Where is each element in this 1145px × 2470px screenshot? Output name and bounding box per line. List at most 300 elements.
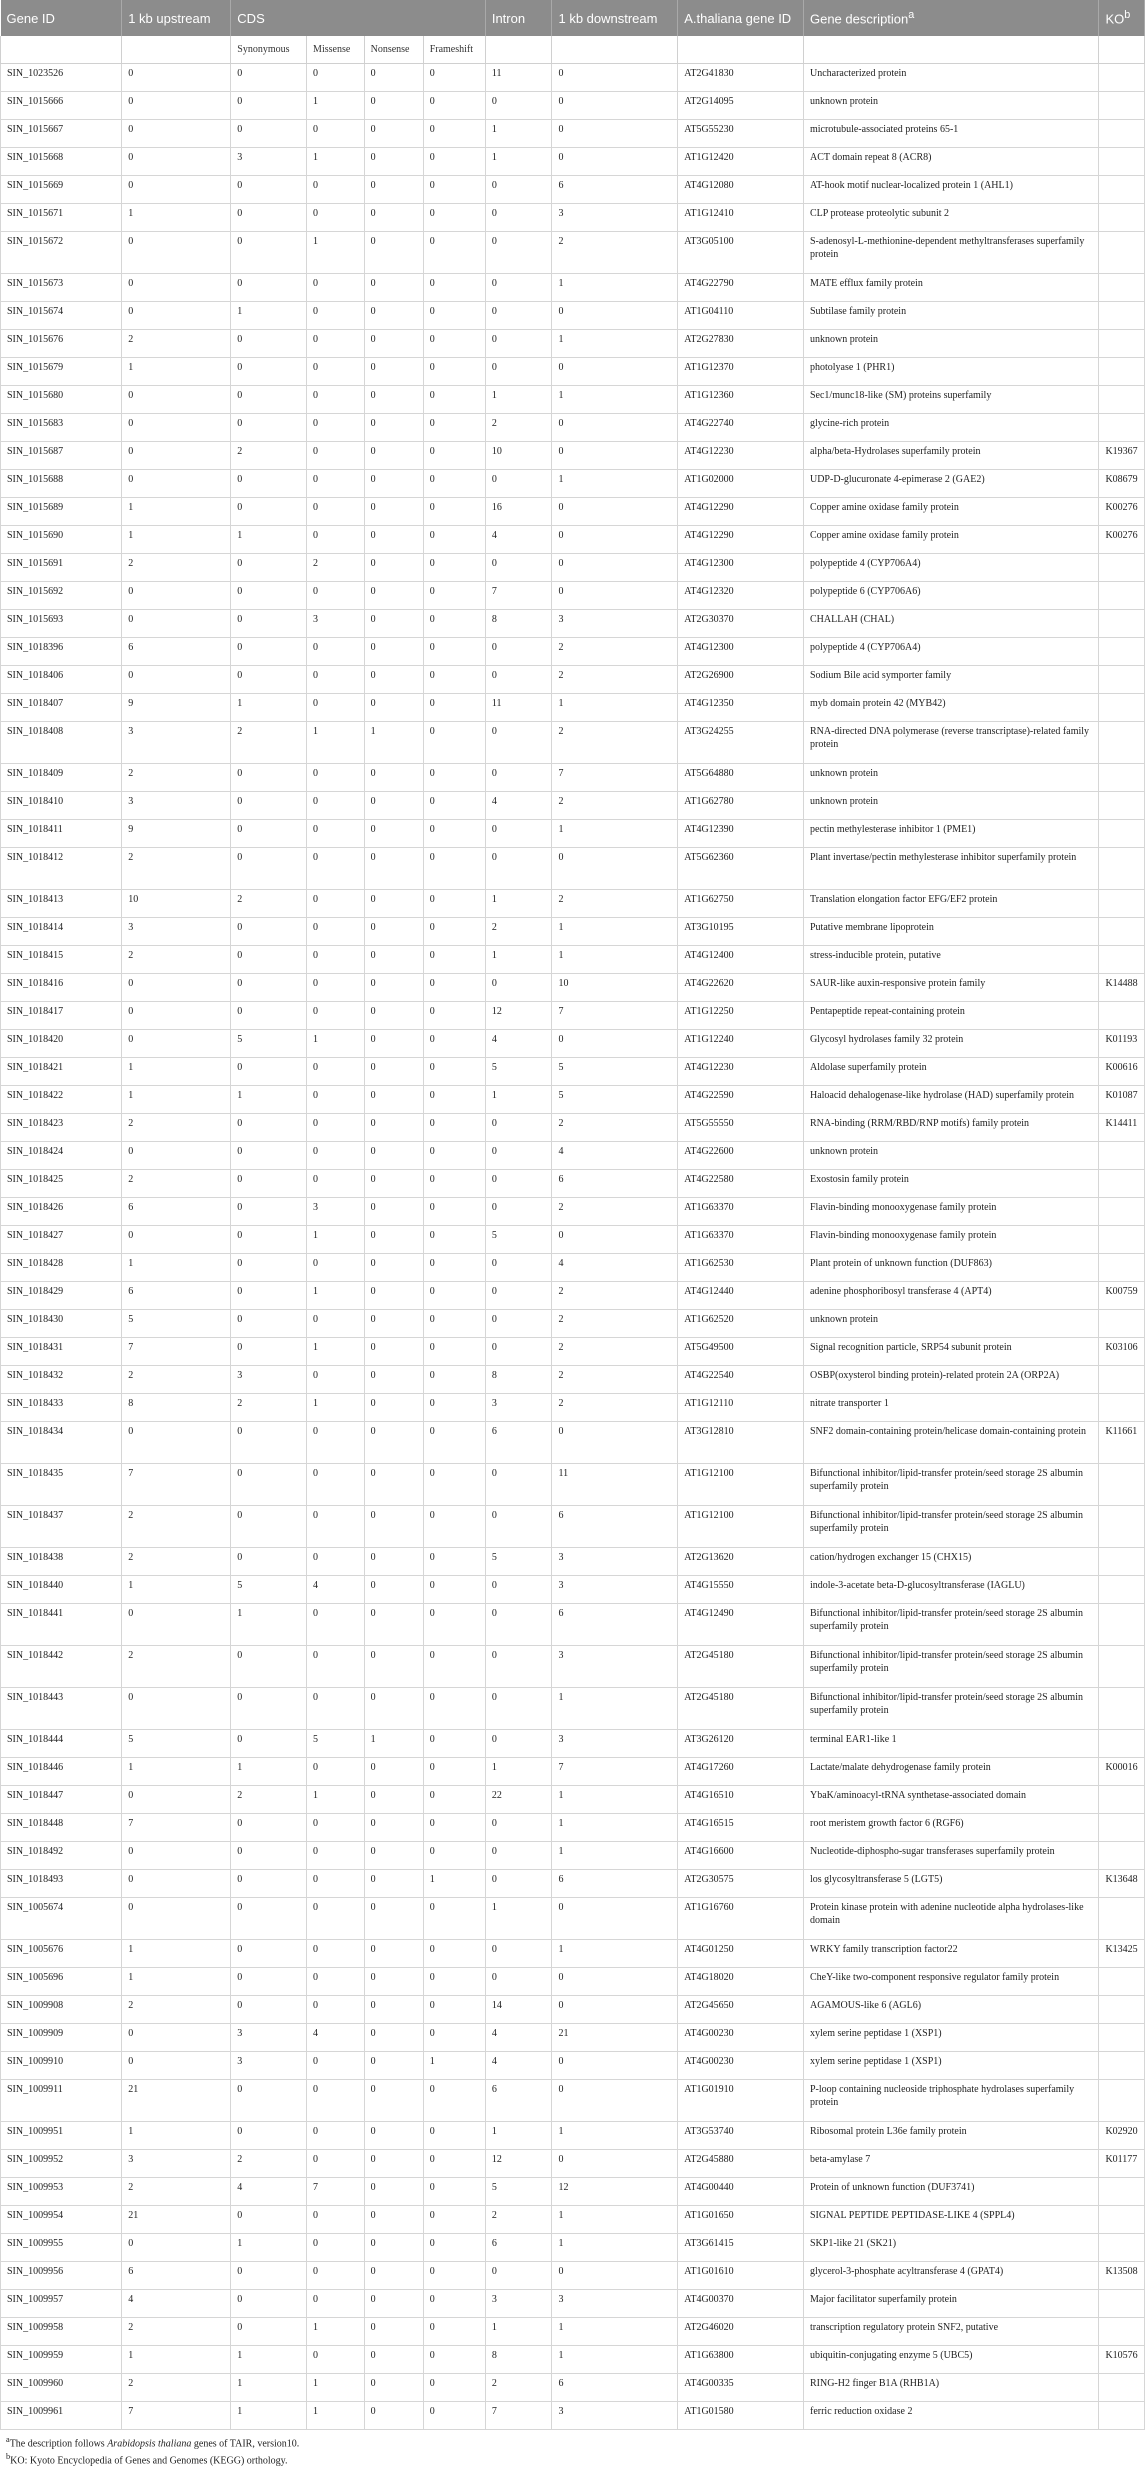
- cell-description: photolyase 1 (PHR1): [803, 358, 1098, 386]
- cell-frameshift: 0: [423, 2178, 485, 2206]
- cell-gene-id: SIN_1015683: [1, 414, 122, 442]
- cell-synonymous: 0: [231, 848, 307, 890]
- cell-ko: [1099, 1170, 1145, 1198]
- cell-ko: [1099, 820, 1145, 848]
- cell-synonymous: 0: [231, 2262, 307, 2290]
- cell-ko: [1099, 1506, 1145, 1548]
- cell-ko: [1099, 946, 1145, 974]
- cell-downstream: 0: [552, 442, 678, 470]
- cell-intron: 0: [485, 820, 552, 848]
- cell-downstream: 4: [552, 1142, 678, 1170]
- cell-synonymous: 0: [231, 1002, 307, 1030]
- cell-upstream: 2: [122, 946, 231, 974]
- cell-upstream: 0: [122, 64, 231, 92]
- cell-missense: 0: [307, 974, 365, 1002]
- cell-downstream: 0: [552, 414, 678, 442]
- cell-description: Bifunctional inhibitor/lipid-transfer protein/seed storage 2S albumin superfamily protein: [803, 1506, 1098, 1548]
- cell-description: Plant invertase/pectin methylesterase inhibitor superfamily protein: [803, 848, 1098, 890]
- cell-intron: 0: [485, 764, 552, 792]
- cell-intron: 6: [485, 2080, 552, 2122]
- cell-intron: 1: [485, 1898, 552, 1940]
- cell-missense: 4: [307, 2024, 365, 2052]
- cell-upstream: 0: [122, 176, 231, 204]
- cell-downstream: 1: [552, 2318, 678, 2346]
- cell-synonymous: 4: [231, 2178, 307, 2206]
- cell-description: Subtilase family protein: [803, 302, 1098, 330]
- cell-description: root meristem growth factor 6 (RGF6): [803, 1814, 1098, 1842]
- cell-intron: 0: [485, 1198, 552, 1226]
- cell-nonsense: 0: [364, 820, 423, 848]
- table-row: [1, 2290, 1145, 2318]
- cell-intron: 0: [485, 1646, 552, 1688]
- cell-intron: 4: [485, 526, 552, 554]
- cell-downstream: 6: [552, 176, 678, 204]
- cell-intron: 0: [485, 92, 552, 120]
- cell-description: Glycosyl hydrolases family 32 protein: [803, 1030, 1098, 1058]
- cell-upstream: 2: [122, 1506, 231, 1548]
- cell-missense: 0: [307, 1646, 365, 1688]
- cell-upstream: 0: [122, 120, 231, 148]
- cell-downstream: 0: [552, 64, 678, 92]
- table-row: [1, 2206, 1145, 2234]
- cell-athaliana-id: AT2G45650: [678, 1996, 804, 2024]
- cell-synonymous: 2: [231, 2150, 307, 2178]
- cell-missense: 1: [307, 1786, 365, 1814]
- cell-gene-id: SIN_1018425: [1, 1170, 122, 1198]
- cell-frameshift: 0: [423, 386, 485, 414]
- cell-frameshift: 0: [423, 610, 485, 638]
- table-row: [1, 1968, 1145, 1996]
- cell-nonsense: 0: [364, 1226, 423, 1254]
- table-row: [1, 148, 1145, 176]
- cell-upstream: 0: [122, 1604, 231, 1646]
- cell-description: SNF2 domain-containing protein/helicase domain-containing protein: [803, 1422, 1098, 1464]
- cell-description: los glycosyltransferase 5 (LGT5): [803, 1870, 1098, 1898]
- cell-frameshift: 0: [423, 2234, 485, 2262]
- cell-nonsense: 0: [364, 232, 423, 274]
- cell-synonymous: 5: [231, 1030, 307, 1058]
- cell-downstream: 0: [552, 358, 678, 386]
- cell-missense: 0: [307, 1464, 365, 1506]
- cell-nonsense: 0: [364, 2402, 423, 2430]
- cell-ko: K00276: [1099, 526, 1145, 554]
- cell-gene-id: SIN_1009957: [1, 2290, 122, 2318]
- cell-ko: [1099, 176, 1145, 204]
- cell-description: Signal recognition particle, SRP54 subunit protein: [803, 1338, 1098, 1366]
- cell-downstream: 0: [552, 92, 678, 120]
- cell-intron: 0: [485, 1464, 552, 1506]
- cell-upstream: 3: [122, 918, 231, 946]
- cell-gene-id: SIN_1018443: [1, 1688, 122, 1730]
- cell-description: beta-amylase 7: [803, 2150, 1098, 2178]
- cell-athaliana-id: AT4G12320: [678, 582, 804, 610]
- sub-empty: [552, 36, 678, 64]
- cell-downstream: 1: [552, 1842, 678, 1870]
- cell-upstream: 2: [122, 330, 231, 358]
- cell-nonsense: 0: [364, 1688, 423, 1730]
- cell-downstream: 3: [552, 1548, 678, 1576]
- cell-nonsense: 0: [364, 330, 423, 358]
- cell-nonsense: 0: [364, 274, 423, 302]
- cell-ko: [1099, 1996, 1145, 2024]
- table-row: [1, 442, 1145, 470]
- cell-description: UDP-D-glucuronate 4-epimerase 2 (GAE2): [803, 470, 1098, 498]
- cell-gene-id: SIN_1015691: [1, 554, 122, 582]
- cell-description: polypeptide 6 (CYP706A6): [803, 582, 1098, 610]
- cell-ko: [1099, 1226, 1145, 1254]
- cell-athaliana-id: AT1G04110: [678, 302, 804, 330]
- cell-gene-id: SIN_1018422: [1, 1086, 122, 1114]
- cell-athaliana-id: AT4G12080: [678, 176, 804, 204]
- sub-frameshift: Frameshift: [423, 36, 485, 64]
- cell-description: Aldolase superfamily protein: [803, 1058, 1098, 1086]
- sub-empty: [1099, 36, 1145, 64]
- cell-synonymous: 0: [231, 610, 307, 638]
- cell-frameshift: 0: [423, 2402, 485, 2430]
- cell-frameshift: 0: [423, 974, 485, 1002]
- cell-frameshift: 0: [423, 1940, 485, 1968]
- cell-missense: 0: [307, 1310, 365, 1338]
- cell-upstream: 21: [122, 2206, 231, 2234]
- cell-downstream: 2: [552, 232, 678, 274]
- cell-gene-id: SIN_1009954: [1, 2206, 122, 2234]
- cell-nonsense: 0: [364, 1142, 423, 1170]
- cell-synonymous: 1: [231, 2402, 307, 2430]
- cell-intron: 6: [485, 2234, 552, 2262]
- cell-gene-id: SIN_1015674: [1, 302, 122, 330]
- cell-upstream: 1: [122, 526, 231, 554]
- cell-synonymous: 0: [231, 1968, 307, 1996]
- cell-upstream: 0: [122, 2024, 231, 2052]
- cell-missense: 0: [307, 764, 365, 792]
- table-row: [1, 330, 1145, 358]
- footnote-a-species: Arabidopsis thaliana: [107, 2438, 192, 2450]
- cell-missense: 0: [307, 1898, 365, 1940]
- cell-downstream: 0: [552, 2262, 678, 2290]
- cell-ko: K14411: [1099, 1114, 1145, 1142]
- cell-missense: 0: [307, 1506, 365, 1548]
- cell-athaliana-id: AT4G18020: [678, 1968, 804, 1996]
- table-row: [1, 1506, 1145, 1548]
- cell-upstream: 0: [122, 274, 231, 302]
- cell-athaliana-id: AT5G62360: [678, 848, 804, 890]
- cell-missense: 0: [307, 1870, 365, 1898]
- sub-empty: [678, 36, 804, 64]
- table-row: [1, 946, 1145, 974]
- cell-athaliana-id: AT4G12400: [678, 946, 804, 974]
- table-row: [1, 2024, 1145, 2052]
- cell-missense: 0: [307, 638, 365, 666]
- cell-ko: K01177: [1099, 2150, 1145, 2178]
- cell-synonymous: 0: [231, 1114, 307, 1142]
- col-gene-id: Gene ID: [1, 0, 122, 36]
- cell-frameshift: 0: [423, 1310, 485, 1338]
- table-row: [1, 1394, 1145, 1422]
- cell-ko: [1099, 1548, 1145, 1576]
- cell-missense: 0: [307, 2234, 365, 2262]
- sub-empty: [122, 36, 231, 64]
- table-row: [1, 1030, 1145, 1058]
- cell-intron: 0: [485, 1968, 552, 1996]
- cell-upstream: 0: [122, 92, 231, 120]
- cell-synonymous: 1: [231, 302, 307, 330]
- cell-ko: [1099, 1842, 1145, 1870]
- cell-nonsense: 0: [364, 1114, 423, 1142]
- cell-downstream: 0: [552, 848, 678, 890]
- cell-intron: 8: [485, 610, 552, 638]
- cell-intron: 0: [485, 204, 552, 232]
- cell-missense: 0: [307, 2080, 365, 2122]
- cell-intron: 0: [485, 722, 552, 764]
- cell-intron: 12: [485, 2150, 552, 2178]
- cell-ko: [1099, 64, 1145, 92]
- cell-intron: 0: [485, 1576, 552, 1604]
- cell-ko: [1099, 1576, 1145, 1604]
- cell-ko: [1099, 722, 1145, 764]
- cell-intron: 0: [485, 1870, 552, 1898]
- cell-missense: 5: [307, 1730, 365, 1758]
- cell-nonsense: 0: [364, 792, 423, 820]
- cell-downstream: 6: [552, 1170, 678, 1198]
- table-row: [1, 1226, 1145, 1254]
- cell-nonsense: 0: [364, 2178, 423, 2206]
- cell-description: CheY-like two-component responsive regulator family protein: [803, 1968, 1098, 1996]
- cell-nonsense: 0: [364, 1338, 423, 1366]
- cell-missense: 0: [307, 498, 365, 526]
- cell-synonymous: 0: [231, 820, 307, 848]
- cell-downstream: 0: [552, 1996, 678, 2024]
- cell-nonsense: 0: [364, 2150, 423, 2178]
- cell-ko: [1099, 1604, 1145, 1646]
- cell-description: Lactate/malate dehydrogenase family protein: [803, 1758, 1098, 1786]
- table-row: [1, 722, 1145, 764]
- cell-missense: 0: [307, 792, 365, 820]
- cell-gene-id: SIN_1009953: [1, 2178, 122, 2206]
- cell-athaliana-id: AT1G01910: [678, 2080, 804, 2122]
- cell-description: Flavin-binding monooxygenase family protein: [803, 1226, 1098, 1254]
- cell-frameshift: 0: [423, 694, 485, 722]
- cell-nonsense: 0: [364, 890, 423, 918]
- col-description-label: Gene description: [809, 11, 909, 27]
- cell-synonymous: 1: [231, 2346, 307, 2374]
- table-row: [1, 92, 1145, 120]
- cell-athaliana-id: AT1G12370: [678, 358, 804, 386]
- cell-synonymous: 3: [231, 2024, 307, 2052]
- cell-ko: [1099, 204, 1145, 232]
- cell-synonymous: 0: [231, 1842, 307, 1870]
- cell-athaliana-id: AT1G01610: [678, 2262, 804, 2290]
- cell-ko: [1099, 890, 1145, 918]
- cell-upstream: 5: [122, 1310, 231, 1338]
- cell-description: Flavin-binding monooxygenase family protein: [803, 1198, 1098, 1226]
- cell-description: Sec1/munc18-like (SM) proteins superfamily: [803, 386, 1098, 414]
- table-row: [1, 1688, 1145, 1730]
- cell-intron: 0: [485, 302, 552, 330]
- cell-frameshift: 0: [423, 1688, 485, 1730]
- cell-downstream: 1: [552, 918, 678, 946]
- table-row: [1, 2080, 1145, 2122]
- cell-upstream: 0: [122, 666, 231, 694]
- cell-downstream: 2: [552, 666, 678, 694]
- cell-athaliana-id: AT4G22600: [678, 1142, 804, 1170]
- cell-gene-id: SIN_1018417: [1, 1002, 122, 1030]
- cell-frameshift: 0: [423, 302, 485, 330]
- sub-synonymous: Synonymous: [231, 36, 307, 64]
- col-upstream: 1 kb upstream: [122, 0, 231, 36]
- cell-athaliana-id: AT4G17260: [678, 1758, 804, 1786]
- cell-frameshift: 0: [423, 1548, 485, 1576]
- cell-missense: 0: [307, 2290, 365, 2318]
- cell-upstream: 2: [122, 554, 231, 582]
- cell-upstream: 1: [122, 204, 231, 232]
- cell-downstream: 3: [552, 2290, 678, 2318]
- cell-downstream: 0: [552, 1030, 678, 1058]
- cell-athaliana-id: AT5G55550: [678, 1114, 804, 1142]
- cell-upstream: 4: [122, 2290, 231, 2318]
- cell-missense: 0: [307, 1842, 365, 1870]
- table-row: [1, 2178, 1145, 2206]
- table-row: [1, 1870, 1145, 1898]
- cell-upstream: 2: [122, 1548, 231, 1576]
- cell-description: RING-H2 finger B1A (RHB1A): [803, 2374, 1098, 2402]
- cell-ko: [1099, 1688, 1145, 1730]
- table-row: [1, 2122, 1145, 2150]
- cell-upstream: 6: [122, 638, 231, 666]
- cell-downstream: 3: [552, 1576, 678, 1604]
- cell-downstream: 10: [552, 974, 678, 1002]
- cell-description: unknown protein: [803, 330, 1098, 358]
- cell-downstream: 2: [552, 1114, 678, 1142]
- cell-gene-id: SIN_1009960: [1, 2374, 122, 2402]
- cell-athaliana-id: AT2G30370: [678, 610, 804, 638]
- cell-ko: [1099, 1142, 1145, 1170]
- cell-upstream: 0: [122, 1688, 231, 1730]
- cell-missense: 0: [307, 2206, 365, 2234]
- cell-gene-id: SIN_1015693: [1, 610, 122, 638]
- cell-nonsense: 0: [364, 414, 423, 442]
- cell-frameshift: 0: [423, 148, 485, 176]
- cell-nonsense: 0: [364, 638, 423, 666]
- cell-intron: 1: [485, 386, 552, 414]
- cell-downstream: 1: [552, 470, 678, 498]
- cell-athaliana-id: AT4G12390: [678, 820, 804, 848]
- cell-missense: 0: [307, 386, 365, 414]
- cell-frameshift: 0: [423, 1338, 485, 1366]
- cell-nonsense: 0: [364, 610, 423, 638]
- cell-description: terminal EAR1-like 1: [803, 1730, 1098, 1758]
- cell-gene-id: SIN_1018440: [1, 1576, 122, 1604]
- cell-intron: 4: [485, 2052, 552, 2080]
- cell-nonsense: 0: [364, 1002, 423, 1030]
- cell-synonymous: 2: [231, 1394, 307, 1422]
- cell-upstream: 1: [122, 1058, 231, 1086]
- cell-athaliana-id: AT4G12230: [678, 1058, 804, 1086]
- cell-frameshift: 0: [423, 2290, 485, 2318]
- cell-missense: 0: [307, 274, 365, 302]
- cell-gene-id: SIN_1018408: [1, 722, 122, 764]
- cell-ko: [1099, 1394, 1145, 1422]
- cell-synonymous: 0: [231, 1226, 307, 1254]
- cell-upstream: 7: [122, 1338, 231, 1366]
- cell-nonsense: 0: [364, 2080, 423, 2122]
- cell-gene-id: SIN_1018424: [1, 1142, 122, 1170]
- cell-upstream: 1: [122, 358, 231, 386]
- cell-description: RNA-directed DNA polymerase (reverse transcriptase)-related family protein: [803, 722, 1098, 764]
- cell-ko: K11661: [1099, 1422, 1145, 1464]
- cell-missense: 0: [307, 1758, 365, 1786]
- cell-downstream: 2: [552, 890, 678, 918]
- cell-intron: 22: [485, 1786, 552, 1814]
- cell-upstream: 2: [122, 764, 231, 792]
- cell-upstream: 3: [122, 792, 231, 820]
- cell-upstream: 1: [122, 1086, 231, 1114]
- cell-frameshift: 0: [423, 582, 485, 610]
- cell-gene-id: SIN_1015667: [1, 120, 122, 148]
- cell-synonymous: 0: [231, 1870, 307, 1898]
- cell-ko: [1099, 2052, 1145, 2080]
- cell-description: P-loop containing nucleoside triphosphate hydrolases superfamily protein: [803, 2080, 1098, 2122]
- cell-upstream: 2: [122, 2318, 231, 2346]
- cell-downstream: 1: [552, 1940, 678, 1968]
- cell-gene-id: SIN_1018411: [1, 820, 122, 848]
- cell-description: SIGNAL PEPTIDE PEPTIDASE-LIKE 4 (SPPL4): [803, 2206, 1098, 2234]
- footnote-a-mark: a: [6, 2435, 10, 2444]
- cell-description: OSBP(oxysterol binding protein)-related protein 2A (ORP2A): [803, 1366, 1098, 1394]
- cell-description: YbaK/aminoacyl-tRNA synthetase-associated domain: [803, 1786, 1098, 1814]
- cell-description: myb domain protein 42 (MYB42): [803, 694, 1098, 722]
- cell-upstream: 0: [122, 1142, 231, 1170]
- table-row: [1, 1142, 1145, 1170]
- cell-upstream: 1: [122, 1968, 231, 1996]
- cell-synonymous: 0: [231, 1058, 307, 1086]
- cell-description: alpha/beta-Hydrolases superfamily protein: [803, 442, 1098, 470]
- cell-frameshift: 0: [423, 2262, 485, 2290]
- cell-intron: 8: [485, 1366, 552, 1394]
- cell-ko: [1099, 92, 1145, 120]
- cell-intron: 1: [485, 148, 552, 176]
- cell-intron: 0: [485, 1338, 552, 1366]
- cell-downstream: 7: [552, 1758, 678, 1786]
- cell-description: MATE efflux family protein: [803, 274, 1098, 302]
- cell-ko: [1099, 764, 1145, 792]
- cell-ko: [1099, 918, 1145, 946]
- cell-nonsense: 0: [364, 2346, 423, 2374]
- cell-synonymous: 0: [231, 764, 307, 792]
- cell-athaliana-id: AT4G00335: [678, 2374, 804, 2402]
- cell-gene-id: SIN_1015689: [1, 498, 122, 526]
- cell-ko: [1099, 1968, 1145, 1996]
- cell-frameshift: 0: [423, 638, 485, 666]
- cell-gene-id: SIN_1009910: [1, 2052, 122, 2080]
- cell-athaliana-id: AT1G16760: [678, 1898, 804, 1940]
- cell-frameshift: 0: [423, 1282, 485, 1310]
- cell-ko: K01193: [1099, 1030, 1145, 1058]
- cell-nonsense: 0: [364, 1394, 423, 1422]
- cell-synonymous: 0: [231, 918, 307, 946]
- cell-gene-id: SIN_1018423: [1, 1114, 122, 1142]
- cell-ko: [1099, 666, 1145, 694]
- cell-frameshift: 0: [423, 1170, 485, 1198]
- cell-description: polypeptide 4 (CYP706A4): [803, 554, 1098, 582]
- cell-upstream: 0: [122, 442, 231, 470]
- cell-upstream: 0: [122, 2234, 231, 2262]
- cell-frameshift: 0: [423, 1198, 485, 1226]
- cell-nonsense: 0: [364, 442, 423, 470]
- cell-frameshift: 0: [423, 526, 485, 554]
- cell-missense: 0: [307, 1086, 365, 1114]
- cell-intron: 1: [485, 946, 552, 974]
- cell-synonymous: 1: [231, 526, 307, 554]
